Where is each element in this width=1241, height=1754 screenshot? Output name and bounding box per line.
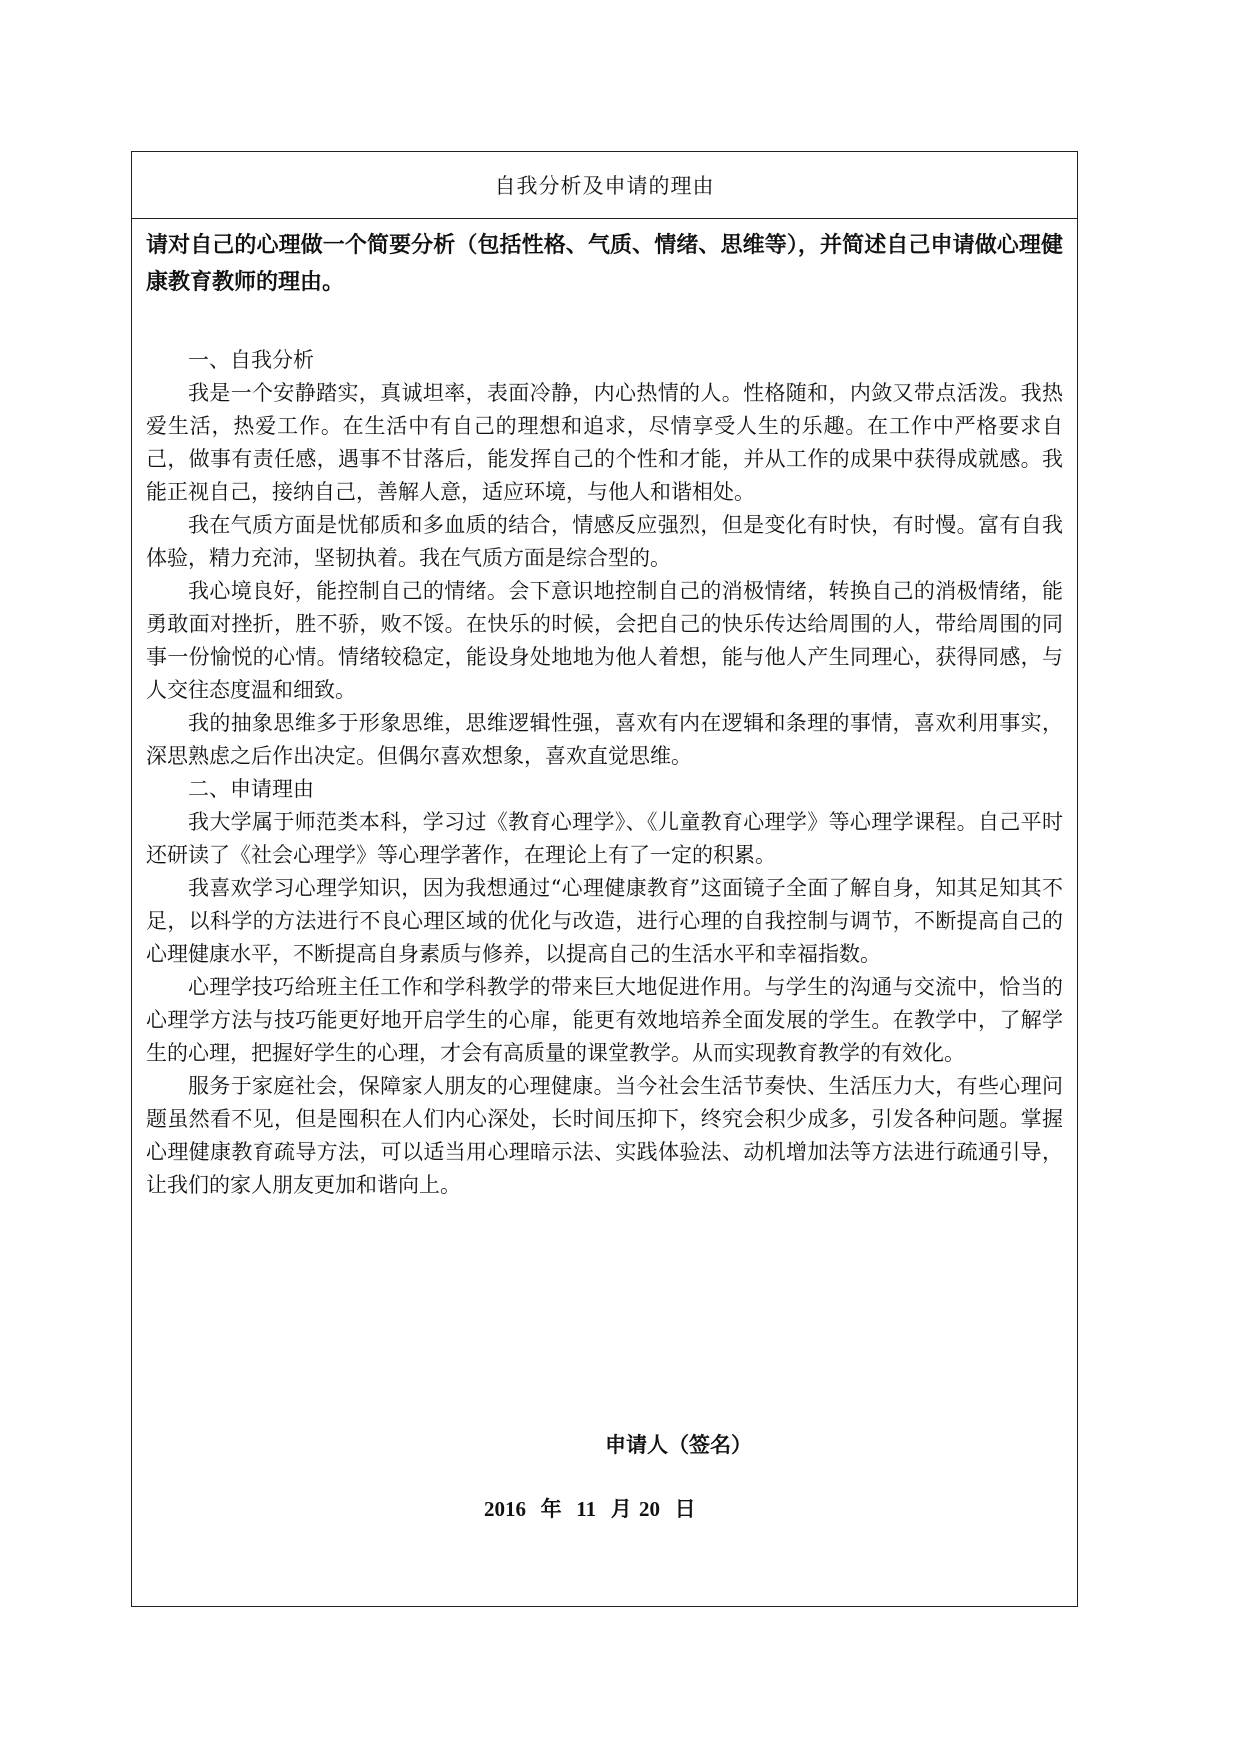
- date-year-unit: 年: [540, 1497, 562, 1521]
- answer-content: [146, 344, 1063, 1202]
- self-analysis-paragraph-temperament: 我在气质方面是忧郁质和多血质的结合，情感反应强烈，但是变化有时快，有时慢。富有自我体验，精力充沛，坚韧执着。我在气质方面是综合型的。: [146, 513, 1063, 570]
- date-day-unit: 日: [674, 1497, 696, 1521]
- date-day: 20: [639, 1497, 661, 1521]
- reason-paragraph-teaching: 心理学技巧给班主任工作和学科教学的带来巨大地促进作用。与学生的沟通与交流中，恰当的心理学方法与技巧能更好地开启学生的心扉，能更有效地培养全面发展的学生。在教学中，了解学生的心理，把握好学生的心理，才会有高质量的课堂教学。从而实现教育教学的有效化。: [146, 975, 1063, 1065]
- reason-paragraph-interest: 我喜欢学习心理学知识，因为我想通过“心理健康教育”这面镜子全面了解自身，知其足知其不足，以科学的方法进行不良心理区域的优化与改造，进行心理的自我控制与调节，不断提高自己的心理健康水平，不断提高自身素质与修养，以提高自己的生活水平和幸福指数。: [146, 876, 1063, 966]
- self-analysis-paragraph-emotion: 我心境良好，能控制自己的情绪。会下意识地控制自己的消极情绪，转换自己的消极情绪，能勇敢面对挫折，胜不骄，败不馁。在快乐的时候，会把自己的快乐传达给周围的人，带给周围的同事一份愉悦的心情。情绪较稳定，能设身处地地为他人着想，能与他人产生同理心，获得同感，与人交往态度温和细致。: [146, 579, 1063, 702]
- section-heading-application-reasons: 二、申请理由: [188, 777, 314, 801]
- application-form-table: [131, 151, 1078, 1607]
- form-title: 自我分析及申请的理由: [494, 174, 715, 198]
- section-heading-self-analysis: 一、自我分析: [188, 348, 314, 372]
- date-month-unit: 月: [610, 1497, 632, 1521]
- form-title-row: [132, 152, 1077, 219]
- self-analysis-paragraph-personality: 我是一个安静踏实，真诚坦率，表面冷静，内心热情的人。性格随和，内敛又带点活泼。我热爱生活，热爱工作。在生活中有自己的理想和追求，尽情享受人生的乐趣。在工作中严格要求自己，做事有责任感，遇事不甘落后，能发挥自己的个性和才能，并从工作的成果中获得成就感。我能正视自己，接纳自己，善解人意，适应环境，与他人和谐相处。: [146, 381, 1063, 504]
- date-year: 2016: [484, 1497, 526, 1521]
- form-body-cell: [132, 219, 1077, 1606]
- applicant-signature-label: 申请人（签名）: [605, 1433, 752, 1457]
- reason-paragraph-education: 我大学属于师范类本科，学习过《教育心理学》、《儿童教育心理学》等心理学课程。自己平时还研读了《社会心理学》等心理学著作，在理论上有了一定的积累。: [146, 810, 1063, 867]
- reason-paragraph-family: 服务于家庭社会，保障家人朋友的心理健康。当今社会生活节奏快、生活压力大，有些心理问题虽然看不见，但是囤积在人们内心深处，长时间压抑下，终究会积少成多，引发各种问题。掌握心理健康教育疏导方法，可以适当用心理暗示法、实践体验法、动机增加法等方法进行疏通引导，让我们的家人朋友更加和谐向上。: [146, 1074, 1063, 1197]
- self-analysis-paragraph-thinking: 我的抽象思维多于形象思维，思维逻辑性强，喜欢有内在逻辑和条理的事情，喜欢利用事实，深思熟虑之后作出决定。但偶尔喜欢想象，喜欢直觉思维。: [146, 711, 1063, 768]
- date-month: 11: [576, 1497, 597, 1521]
- signature-date: [484, 1493, 696, 1523]
- form-prompt: 请对自己的心理做一个简要分析（包括性格、气质、情绪、思维等），并简述自己申请做心理健康教育教师的理由。: [146, 233, 1063, 295]
